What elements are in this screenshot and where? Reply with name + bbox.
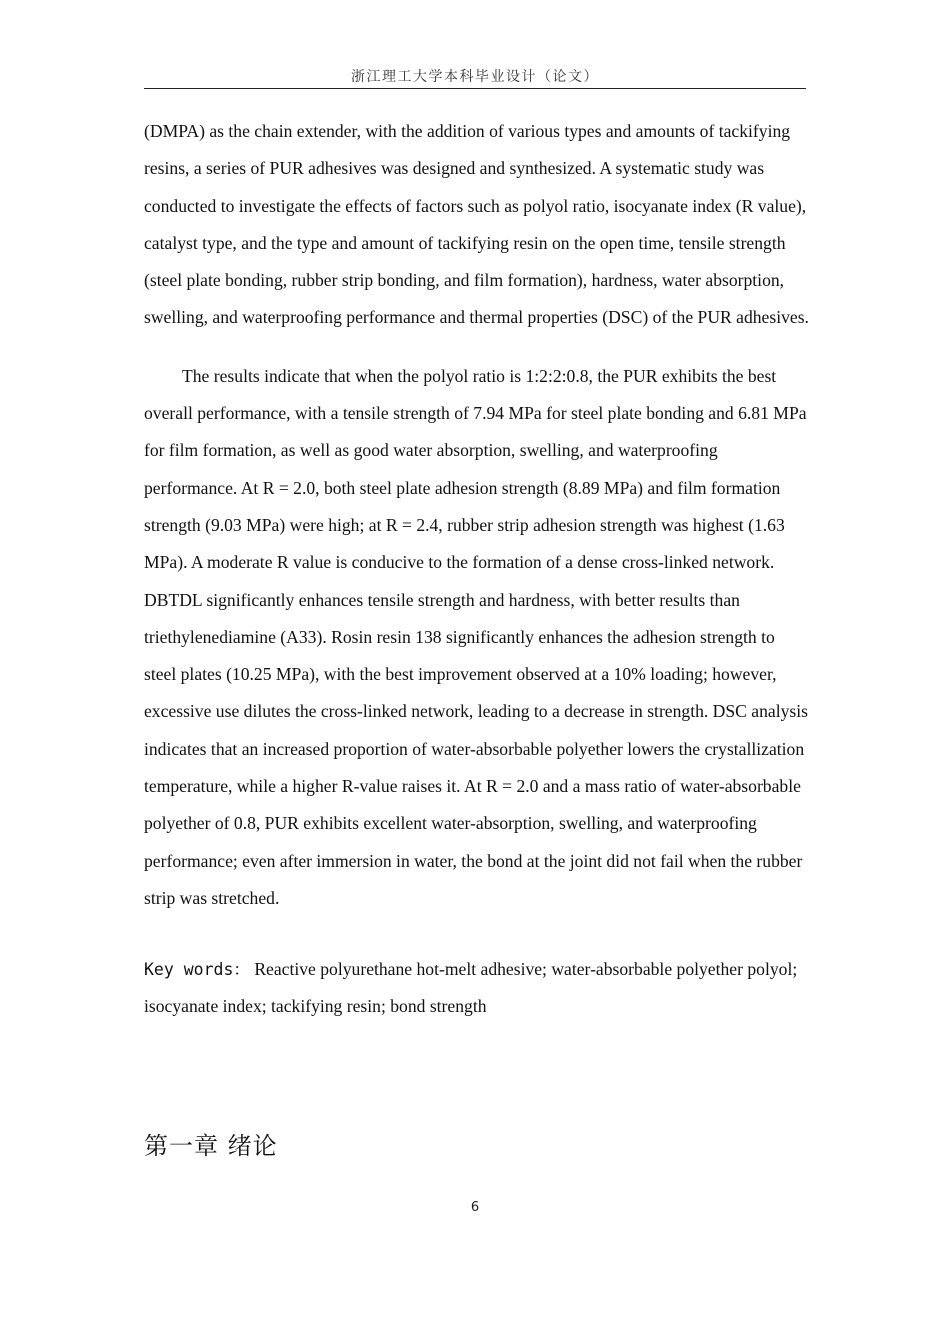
abstract-body [144, 113, 809, 1024]
chapter-title: 第一章 绪论 [144, 1132, 278, 1160]
keywords-text: Reactive polyurethane hot-melt adhesive; water-absorbable polyether polyol; isocyanate index; tackifying resin; bond strength [144, 959, 798, 1017]
abstract-paragraph: (DMPA) as the chain extender, with the addition of various types and amounts of tackifying resins, a series of PUR adhesives was designed and synthesized. A systematic study was conducted to investigate the effects of factors such as polyol ratio, isocyanate index (R value), catalyst type, and the type and amount of tackifying resin on the open time, tensile strength (steel plate bonding, rubber strip bonding, and film formation), hardness, water absorption, swelling, and waterproofing performance and thermal properties (DSC) of the PUR adhesives. [144, 121, 809, 328]
keywords-label: Key words： [144, 960, 250, 980]
abstract-paragraph: The results indicate that when the polyol ratio is 1:2:2:0.8, the PUR exhibits the best overall performance, with a tensile strength of 7.94 MPa for steel plate bonding and 6.81 MPa for film formation, as well as good water absorption, swelling, and waterproofing performance. At R = 2.0, both steel plate adhesion strength (8.89 MPa) and film formation strength (9.03 MPa) were high; at R = 2.4, rubber strip adhesion strength was highest (1.63 MPa). A moderate R value is conducive to the formation of a dense cross-linked network. DBTDL significantly enhances tensile strength and hardness, with better results than triethylenediamine (A33). Rosin resin 138 significantly enhances the adhesion strength to steel plates (10.25 MPa), with the best improvement observed at a 10% loading; however, excessive use dilutes the cross-linked network, leading to a decrease in strength. DSC analysis indicates that an increased proportion of water-absorbable polyether lowers the crystallization temperature, while a higher R-value raises it. At R = 2.0 and a mass ratio of water-absorbable polyether of 0.8, PUR exhibits excellent water-absorption, swelling, and waterproofing performance; even after immersion in water, the bond at the joint did not fail when the rubber strip was stretched. [144, 365, 808, 908]
page-number: 6 [470, 1200, 480, 1215]
keywords [144, 951, 809, 1024]
page-header [144, 66, 806, 89]
header-title: 浙江理工大学本科毕业设计（论文） [351, 69, 599, 85]
